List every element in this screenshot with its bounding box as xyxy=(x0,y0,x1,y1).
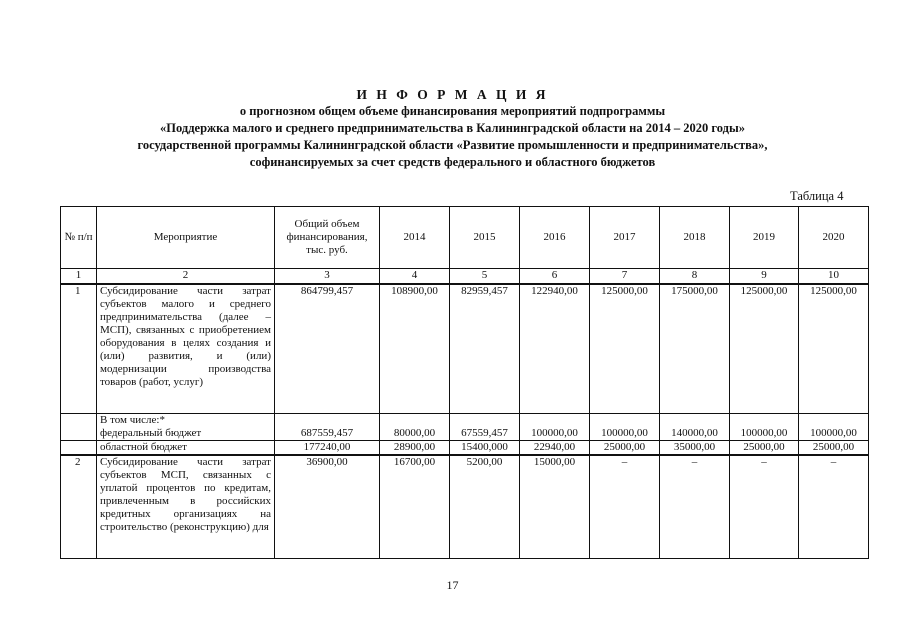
activity-cell: Субсидирование части затрат субъектов малого и среднего предпринимательства (далее – МСП), связанных с приобретением оборудования в целях создания и (или) развития, и (или) модернизации производства товаров (работ, услуг) xyxy=(97,284,275,414)
header-cell: Общий объем финансирования, тыс. руб. xyxy=(275,207,380,269)
header-cell: 2019 xyxy=(730,207,799,269)
value-cell: 25000,00 xyxy=(730,441,799,456)
value-cell xyxy=(520,414,590,428)
column-number: 5 xyxy=(450,269,520,285)
value-cell xyxy=(590,414,660,428)
table-label: Таблица 4 xyxy=(790,189,844,203)
value-cell: 125000,00 xyxy=(799,284,869,414)
header-row xyxy=(61,207,869,269)
activity-cell: федеральный бюджет xyxy=(97,427,275,441)
title-line-1: о прогнозном общем объеме финансирования мероприятий подпрограммы xyxy=(239,104,666,118)
row-index xyxy=(61,441,97,456)
activity-cell: областной бюджет xyxy=(97,441,275,456)
value-cell: 67559,457 xyxy=(450,427,520,441)
header-cell: 2017 xyxy=(590,207,660,269)
column-number: 7 xyxy=(590,269,660,285)
value-cell xyxy=(275,414,380,428)
value-cell: 28900,00 xyxy=(380,441,450,456)
column-number: 6 xyxy=(520,269,590,285)
value-cell: 25000,00 xyxy=(590,441,660,456)
value-cell: 15400,000 xyxy=(450,441,520,456)
column-number: 4 xyxy=(380,269,450,285)
page-number: 17 xyxy=(446,578,459,592)
value-cell: 100000,00 xyxy=(590,427,660,441)
value-cell: 36900,00 xyxy=(275,455,380,559)
value-cell: 108900,00 xyxy=(380,284,450,414)
value-cell: – xyxy=(660,455,730,559)
title-line-2: «Поддержка малого и среднего предпринимательства в Калининградской области на 2014 – 2020 годы» xyxy=(160,121,745,135)
value-cell: 16700,00 xyxy=(380,455,450,559)
value-cell: 125000,00 xyxy=(730,284,799,414)
column-number: 3 xyxy=(275,269,380,285)
value-cell xyxy=(660,414,730,428)
value-cell: 125000,00 xyxy=(590,284,660,414)
row-index xyxy=(61,414,97,428)
table-row xyxy=(61,455,869,559)
title-heading: И Н Ф О Р М А Ц И Я xyxy=(356,87,549,102)
value-cell xyxy=(450,414,520,428)
row-index: 1 xyxy=(61,284,97,414)
column-number: 8 xyxy=(660,269,730,285)
header-cell: 2020 xyxy=(799,207,869,269)
value-cell: 100000,00 xyxy=(799,427,869,441)
value-cell: 687559,457 xyxy=(275,427,380,441)
value-cell: – xyxy=(799,455,869,559)
table-row xyxy=(61,414,869,428)
value-cell: 864799,457 xyxy=(275,284,380,414)
value-cell: 5200,00 xyxy=(450,455,520,559)
value-cell xyxy=(799,414,869,428)
column-number: 9 xyxy=(730,269,799,285)
value-cell: 15000,00 xyxy=(520,455,590,559)
value-cell: 25000,00 xyxy=(799,441,869,456)
value-cell: 177240,00 xyxy=(275,441,380,456)
table-row xyxy=(61,441,869,456)
title-line-3: государственной программы Калининградской области «Развитие промышленности и предпринимательства», xyxy=(137,138,768,152)
column-number: 2 xyxy=(97,269,275,285)
header-cell: 2016 xyxy=(520,207,590,269)
activity-cell: В том числе:* xyxy=(97,414,275,428)
header-cell: 2018 xyxy=(660,207,730,269)
header-cell: 2015 xyxy=(450,207,520,269)
value-cell: 100000,00 xyxy=(520,427,590,441)
row-index: 2 xyxy=(61,455,97,559)
column-number-row xyxy=(61,269,869,285)
value-cell: 175000,00 xyxy=(660,284,730,414)
table-row xyxy=(61,284,869,414)
value-cell xyxy=(730,414,799,428)
activity-cell: Субсидирование части затрат субъектов МСП, связанных с уплатой процентов по кредитам, привлеченным в российских кредитных организациях на строительство (реконструкцию) для xyxy=(97,455,275,559)
value-cell: – xyxy=(730,455,799,559)
column-number: 1 xyxy=(61,269,97,285)
value-cell: 122940,00 xyxy=(520,284,590,414)
value-cell: 140000,00 xyxy=(660,427,730,441)
value-cell: – xyxy=(590,455,660,559)
value-cell: 100000,00 xyxy=(730,427,799,441)
row-index xyxy=(61,427,97,441)
financing-table xyxy=(60,206,869,559)
header-cell: Мероприятие xyxy=(97,207,275,269)
table-row xyxy=(61,427,869,441)
document-title xyxy=(0,86,905,171)
value-cell: 35000,00 xyxy=(660,441,730,456)
column-number: 10 xyxy=(799,269,869,285)
header-cell: № п/п xyxy=(61,207,97,269)
value-cell: 22940,00 xyxy=(520,441,590,456)
value-cell xyxy=(380,414,450,428)
title-line-4: софинансируемых за счет средств федерального и областного бюджетов xyxy=(249,155,656,169)
value-cell: 82959,457 xyxy=(450,284,520,414)
header-cell: 2014 xyxy=(380,207,450,269)
value-cell: 80000,00 xyxy=(380,427,450,441)
